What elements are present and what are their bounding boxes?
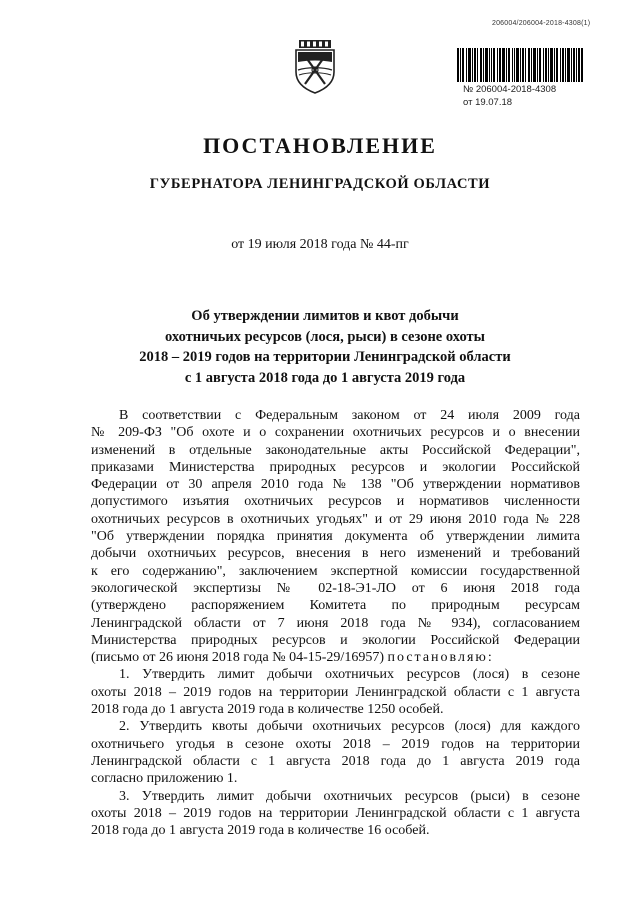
body-line: к его содержанию", заключением экспертной комиссии государственной — [91, 563, 580, 579]
body-line: "Об утверждении порядка принятия документа об утверждении лимита — [91, 529, 580, 545]
body-line: 1. Утвердить лимит добычи охотничьих ресурсов (лося) в сезоне — [119, 667, 580, 683]
resolve-word: постановляю: — [387, 650, 494, 666]
letter-reference: (письмо от 26 июня 2018 года № 04-15-29/16957) — [91, 650, 384, 666]
preamble-paragraph — [91, 407, 580, 666]
body-line: Федерации от 30 апреля 2010 года № 138 "Об утверждении нормативов — [91, 477, 580, 493]
item-3-paragraph — [91, 788, 580, 840]
document-date-number: от 19 июля 2018 года № 44-пг — [231, 237, 409, 252]
document-subtitle: ГУБЕРНАТОРА ЛЕНИНГРАДСКОЙ ОБЛАСТИ — [149, 176, 491, 192]
heading-line: 2018 – 2019 годов на территории Ленинградской области — [139, 349, 511, 365]
body-line: 2018 года до 1 августа 2019 года в количестве 16 особей. — [91, 823, 430, 839]
registration-date: от 19.07.18 — [463, 97, 513, 108]
document-heading — [130, 306, 520, 388]
body-line: № 209-ФЗ "Об охоте и о сохранении охотничьих ресурсов и о внесении — [91, 425, 580, 441]
body-line: Ленинградской области от 7 июня 2018 года № 934), согласованием — [91, 615, 580, 631]
body-line: Ленинградской области с 1 августа 2018 года до 1 августа 2019 года — [91, 753, 580, 769]
body-line — [91, 649, 580, 666]
body-line: охоты 2018 – 2019 годов на территории Ленинградской области с 1 августа — [91, 805, 580, 821]
coat-of-arms-icon — [293, 40, 337, 94]
body-line: охотничьего угодья в сезоне охоты 2018 – 2019 годов на территории — [91, 736, 580, 752]
item-1-paragraph — [91, 666, 580, 718]
body-line: охотничьих ресурсов в охотничьих угодьях" и от 29 июня 2010 года № 228 — [91, 511, 580, 527]
body-line: В соответствии с Федеральным законом от 24 июля 2009 года — [119, 408, 580, 423]
body-line: охоты 2018 – 2019 годов на территории Ленинградской области с 1 августа — [91, 684, 580, 700]
barcode-icon — [457, 48, 583, 82]
body-line: добычи охотничьих ресурсов, внесения в него изменений и требований — [91, 546, 580, 562]
item-2-paragraph — [91, 718, 580, 787]
body-line: 2018 года до 1 августа 2019 года в количестве 1250 особей. — [91, 702, 444, 718]
body-line: 3. Утвердить лимит добычи охотничьих ресурсов (рыси) в сезоне — [119, 788, 580, 804]
heading-line: с 1 августа 2018 года до 1 августа 2019 года — [184, 369, 466, 386]
document-title: ПОСТАНОВЛЕНИЕ — [203, 133, 437, 158]
document-file-code: 206004/206004-2018-4308(1) — [492, 20, 591, 27]
body-line: изменений в отдельные законодательные акты Российской Федерации", — [91, 442, 580, 458]
registration-number: № 206004-2018-4308 — [463, 84, 557, 95]
body-line: приказами Министерства природных ресурсов и экологии Российской — [91, 459, 580, 475]
heading-line: Об утверждении лимитов и квот добычи — [191, 308, 459, 324]
document-body — [91, 407, 580, 839]
body-line: (утверждено распоряжением Комитета по природным ресурсам — [91, 598, 580, 614]
body-line: допустимого изъятия охотничьих ресурсов и нормативов численности — [91, 494, 580, 510]
body-line: экологической экспертизы № 02-18-Э1-ЛО от 6 июня 2018 года — [91, 580, 580, 596]
body-line: Министерства природных ресурсов и экологии Российской Федерации — [91, 632, 580, 648]
body-line: согласно приложению 1. — [91, 771, 238, 787]
heading-line: охотничьих ресурсов (лося, рыси) в сезоне охоты — [165, 328, 485, 345]
body-line: 2. Утвердить квоты добычи охотничьих ресурсов (лося) для каждого — [119, 719, 580, 735]
